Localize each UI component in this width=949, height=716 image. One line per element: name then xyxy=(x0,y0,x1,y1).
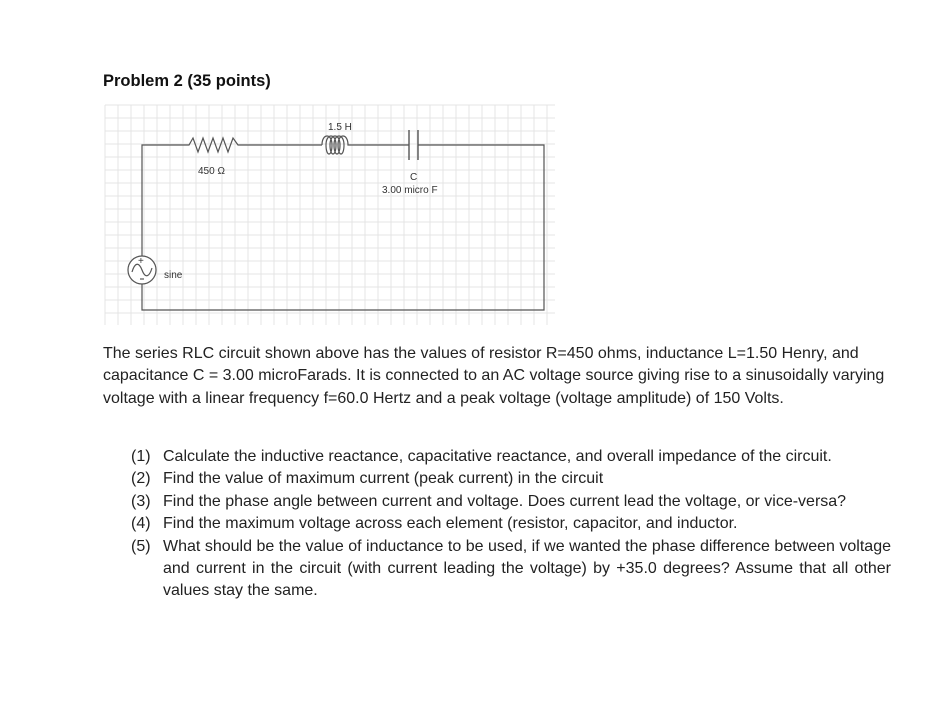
list-item xyxy=(131,468,891,490)
ac-source-icon xyxy=(128,256,156,284)
question-text: Find the value of maximum current (peak current) in the circuit xyxy=(163,470,604,488)
problem-title: Problem 2 (35 points) xyxy=(103,72,271,90)
problem-statement: The series RLC circuit shown above has the values of resistor R=450 ohms, inductance L=1.50 Henry, and capacitance C = 3.00 microFarads. It is connected to an AC voltage source giving rise to a sinusoidally varying voltage with a linear frequency f=60.0 Hertz and a peak voltage (voltage amplitude) of 150 Volts. xyxy=(103,345,885,407)
question-number: (4) xyxy=(131,515,151,533)
rlc-circuit-diagram xyxy=(100,100,560,330)
svg-text:+: + xyxy=(138,256,144,267)
list-item xyxy=(131,446,891,468)
list-item xyxy=(131,513,891,535)
question-text: Find the maximum voltage across each element (resistor, capacitor, and inductor. xyxy=(163,515,738,533)
source-label: sine xyxy=(164,270,183,281)
question-number: (1) xyxy=(131,448,151,465)
question-text: Calculate the inductive reactance, capacitative reactance, and overall impedance of the circuit. xyxy=(163,448,832,465)
question-number: (3) xyxy=(131,492,151,510)
capacitor-value-label: 3.00 micro F xyxy=(382,185,438,196)
question-number: (5) xyxy=(131,537,151,555)
capacitor-name-label: C xyxy=(410,172,418,183)
question-list xyxy=(131,446,891,603)
resistor-icon xyxy=(182,138,245,152)
question-text: Find the phase angle between current and voltage. Does current lead the voltage, or vice-versa? xyxy=(163,492,847,510)
question-text: What should be the value of inductance to be used, if we wanted the phase difference between voltage and current in the circuit (with current leading the voltage) by +35.0 degrees? Assume that all other values stay the same. xyxy=(163,537,891,600)
question-number: (2) xyxy=(131,470,151,488)
inductor-icon xyxy=(322,136,370,154)
list-item xyxy=(131,536,891,603)
resistor-label: 450 Ω xyxy=(198,166,225,177)
inductor-label: 1.5 H xyxy=(328,122,352,133)
list-item xyxy=(131,491,891,513)
